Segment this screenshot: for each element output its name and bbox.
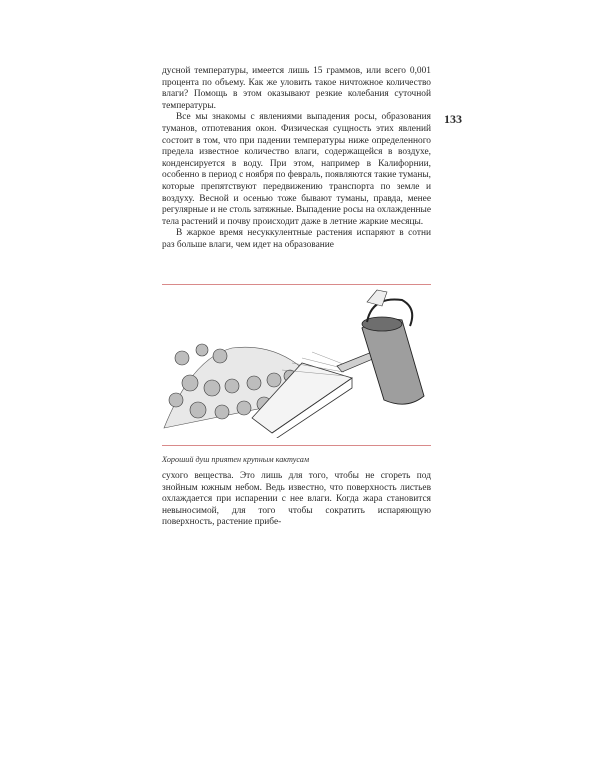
paragraph: В жаркое время несуккулентные растения испаряют в сотни раз больше влаги, чем идет на образование (162, 228, 431, 250)
paragraph: Все мы знакомы с явлениями выпадения росы, образования туманов, отпотевания окон. Физическая сущность этих явлений состоит в том, что при падении температуры ниже определенного предела известное количество влаги, содержащейся в воздухе, конденсируется в воду. При этом, например в Калифорнии, особенно в период с ноября по февраль, появляются такие туманы, которые препятствуют передвижению транспорта по земле и воздуху. Весной и осенью тоже бывают туманы, правда, менее регулярные и не столь затяжные. Выпадение росы на охлажденные тела растений и почву происходит даже в летние жаркие месяцы. (162, 112, 431, 227)
body-text-bottom (162, 471, 431, 529)
watering-can-cacti-illustration (162, 288, 431, 438)
body-text-top (162, 66, 431, 252)
paragraph: сухого вещества. Это лишь для того, чтобы не сгореть под знойным южным небом. Ведь известно, что поверхность листьев охлаждается при испарении с нее влаги. Когда жара становится невыносимой, для того чтобы сократить испаряющую поверхность, растение прибе- (162, 471, 431, 528)
page-number: 133 (444, 112, 462, 126)
divider-top (162, 284, 431, 285)
illustration-caption: Хороший душ приятен крупным кактусам (162, 455, 310, 464)
paragraph: дусной температуры, имеется лишь 15 граммов, или всего 0,001 процента по объему. Как же уловить такое ничтожное количество влаги? Помощь в этом оказывают резкие колебания суточной температуры. (162, 66, 431, 111)
divider-bottom (162, 445, 431, 446)
